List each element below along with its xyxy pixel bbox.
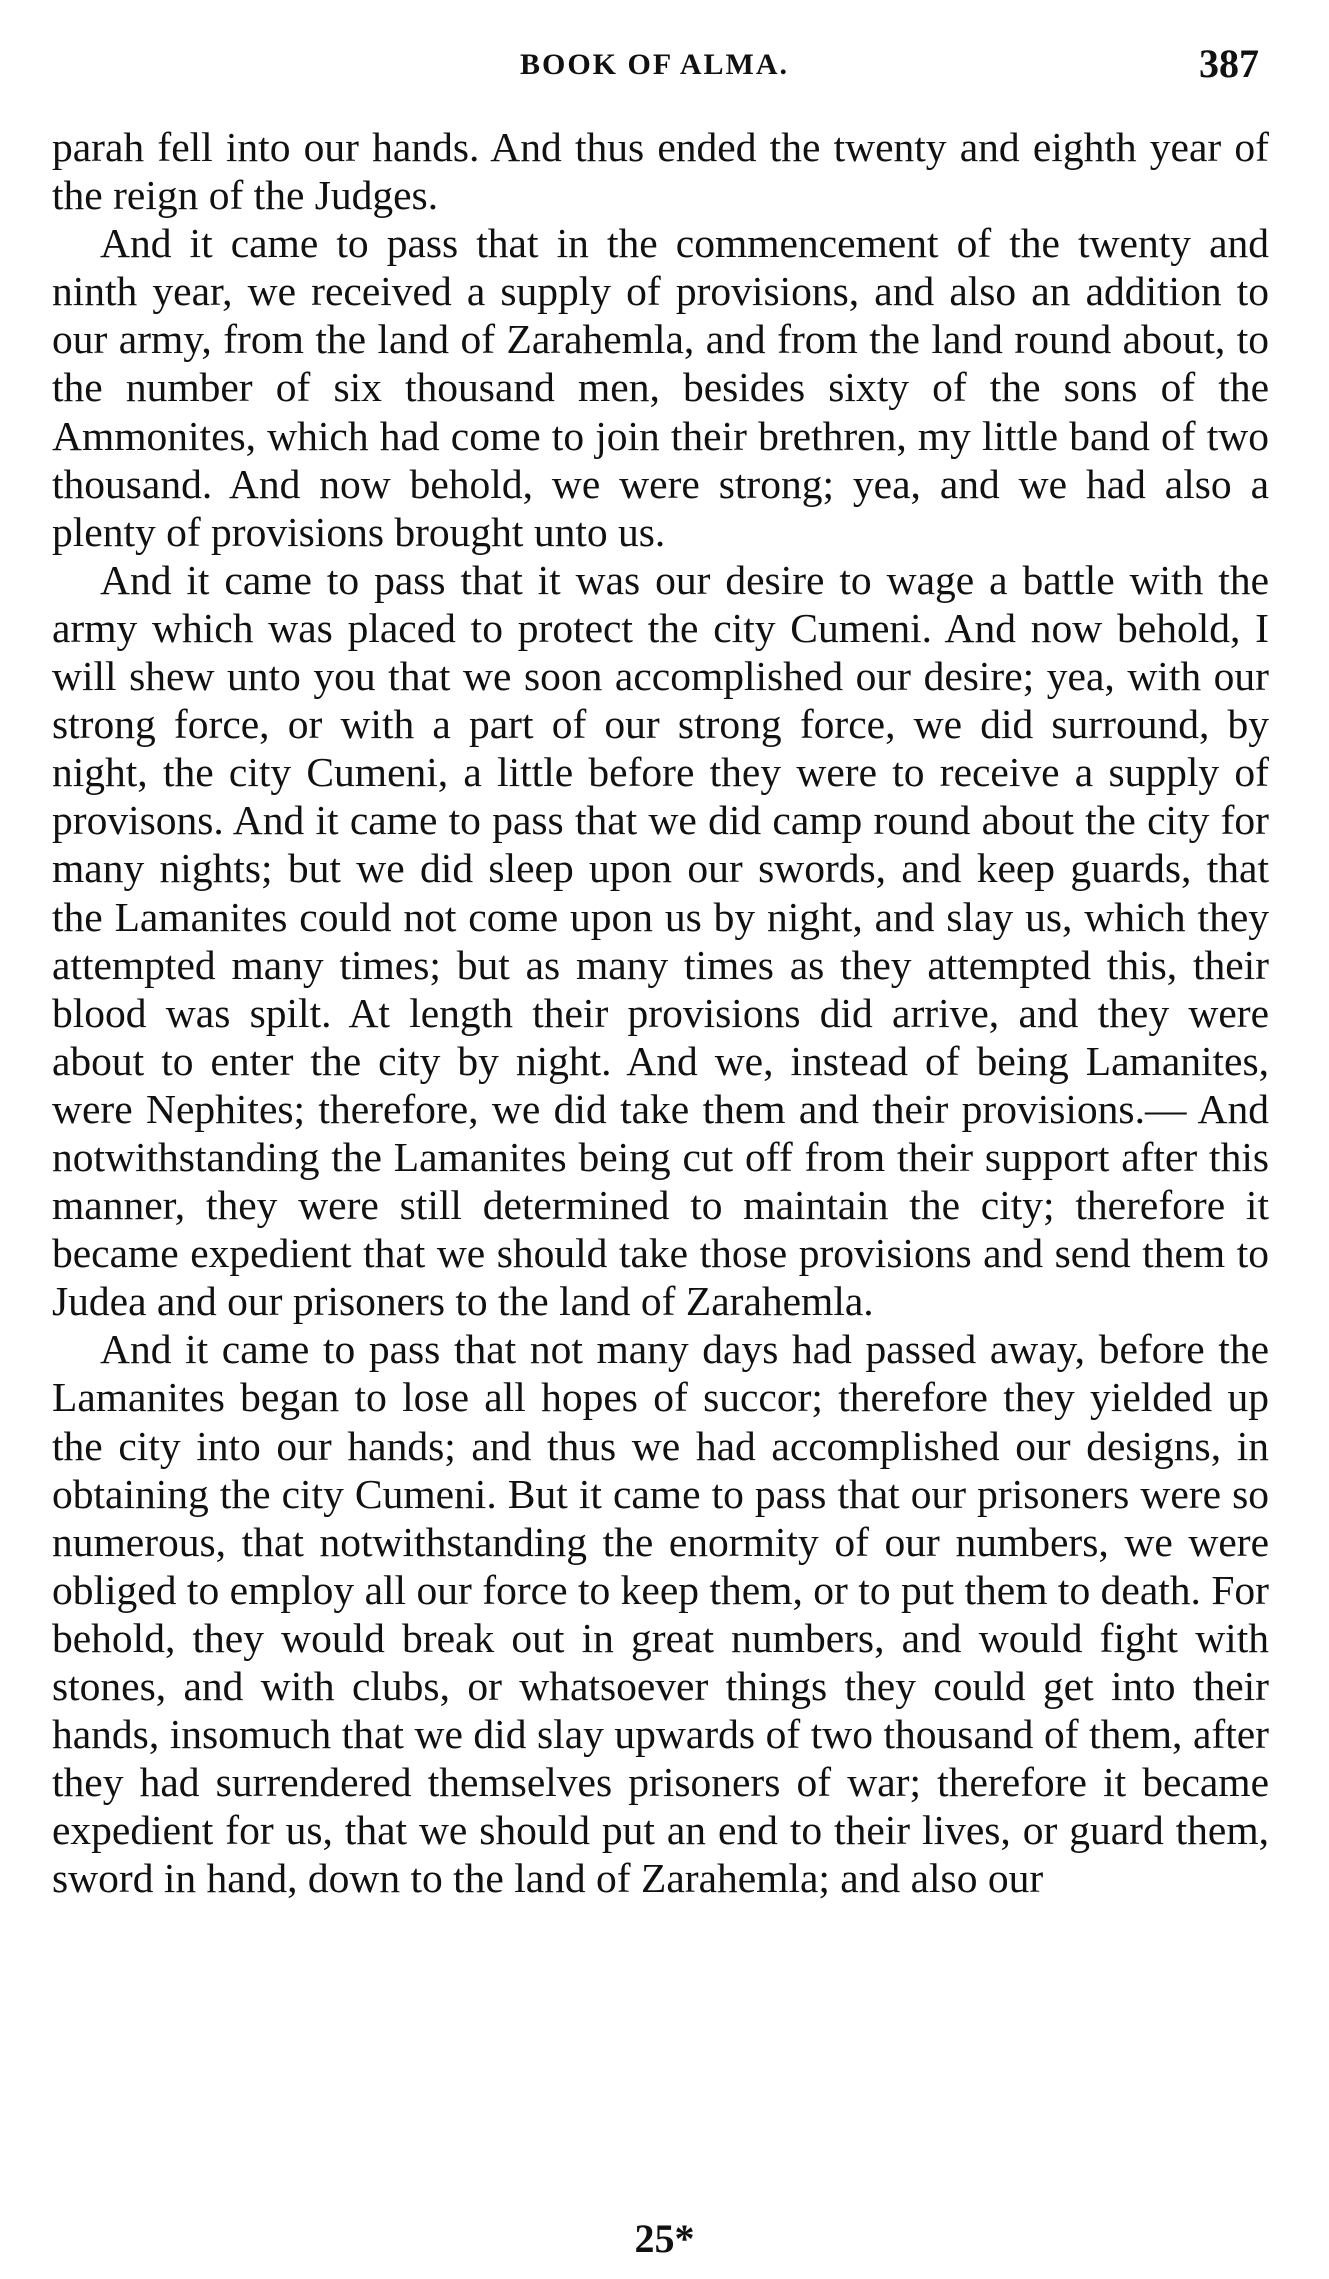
running-title: BOOK OF ALMA. [519,48,790,81]
signature-mark: 25* [634,2216,695,2261]
paragraph-cumeni-siege: And it came to pass that it was our desire to wage a battle with the army which was placed to protect the city Cumeni. And now behold, I will shew unto you that we soon accomplished our desire; yea, with our strong force, or with a part of our strong force, we did surround, by night, the city Cumeni, a little before they were to receive a supply of provisons. And it came to pass that we did camp round about the city for many nights; but we did sleep upon our swords, and keep guards, that the Lamanites could not come upon us by night, and slay us, which they attempted many times; but as many times as they attempted this, their blood was spilt. At length their provisions did arrive, and they were about to enter the city by night. And we, instead of being Lamanites, were Nephites; therefore, we did take them and their provisions.— And notwithstanding the Lamanites being cut off from their support after this manner, they were still determined to maintain the city; therefore it became expedient that we should take those provisions and send them to Judea and our prisoners to the land of Zarahemla. [52,556,1269,1325]
running-header [50,40,1259,90]
paragraph-continued: parah fell into our hands. And thus ended the twenty and eighth year of the reign of the Judges. [52,124,1269,219]
paragraph-prisoners: And it came to pass that not many days had passed away, before the Lamanites began to lose all hopes of succor; therefore they yielded up the city into our hands; and thus we had accomplished our designs, in obtaining the city Cumeni. But it came to pass that our prisoners were so numerous, that notwithstanding the enormity of our numbers, we were obliged to employ all our force to keep them, or to put them to death. For behold, they would break out in great numbers, and would fight with stones, and with clubs, or whatsoever things they could get into their hands, insomuch that we did slay upwards of two thousand of them, after they had surrendered themselves prisoners of war; therefore it became expedient for us, that we should put an end to their lives, or guard them, sword in hand, down to the land of Zarahemla; and also our [52,1326,1269,1902]
paragraph-supply: And it came to pass that in the commencement of the twenty and ninth year, we received a supply of provisions, and also an addition to our army, from the land of Zarahemla, and from the land round about, to the number of six thousand men, besides sixty of the sons of the Ammonites, which had come to join their brethren, my little band of two thousand. And now behold, we were strong; yea, and we had also a plenty of provisions brought unto us. [52,220,1269,555]
page-number: 387 [1199,41,1259,86]
body-text [52,123,1269,1902]
